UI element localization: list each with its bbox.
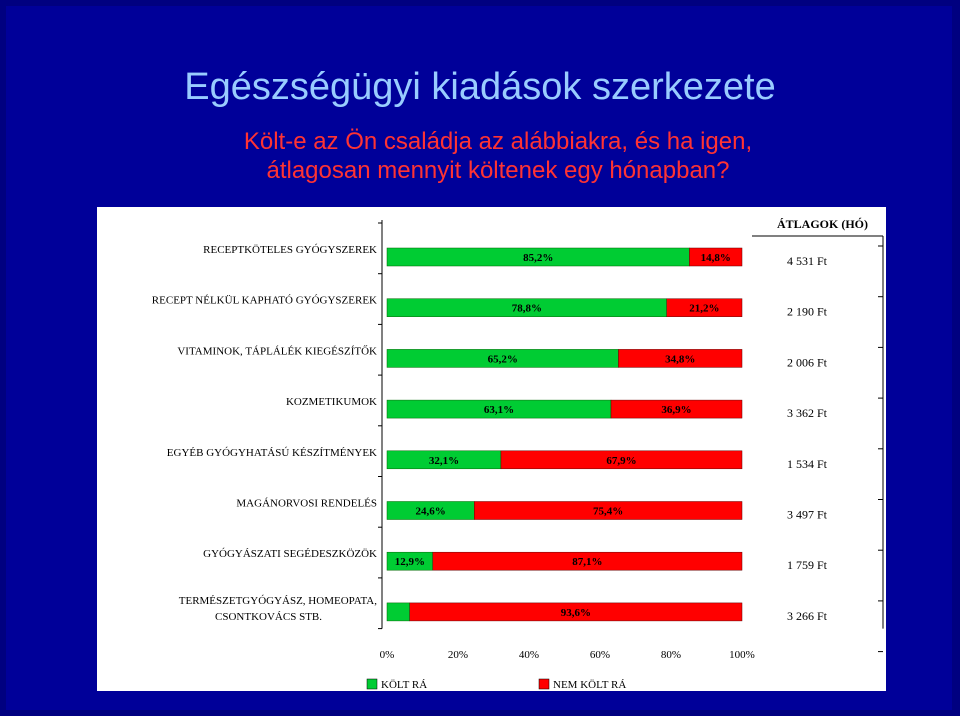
category-label: TERMÉSZETGYÓGYÁSZ, HOMEOPATA, — [178, 594, 377, 607]
bar-label-not-spent: 75,4% — [593, 505, 624, 518]
category-label: GYÓGYÁSZATI SEGÉDESZKÖZÖK — [203, 548, 377, 561]
bar-label-not-spent: 93,6% — [560, 606, 591, 619]
bar-label-not-spent: 67,9% — [606, 454, 637, 467]
slide-title: Egészségügyi kiadások szerkezete — [184, 66, 776, 108]
legend-label-spent: KÖLT RÁ — [381, 679, 428, 691]
bar-label-spent: 12,9% — [394, 556, 426, 569]
x-tick-label: 0% — [379, 649, 395, 661]
x-tick-label: 100% — [729, 649, 755, 661]
slide-subtitle — [0, 127, 960, 185]
x-tick-label: 40% — [518, 649, 540, 661]
averages-title: ÁTLAGOK (HÓ) — [776, 217, 869, 231]
subtitle-line-1: Költ-e az Ön családja az alábbiakra, és ha igen, — [243, 128, 753, 155]
category-label: RECEPT NÉLKÜL KAPHATÓ GYÓGYSZEREK — [151, 294, 377, 307]
bar-label-spent: 32,1% — [428, 454, 460, 467]
chart-panel — [97, 207, 886, 691]
stacked-bar-chart — [97, 207, 886, 691]
average-value: 4 531 Ft — [787, 254, 828, 268]
average-value: 2 006 Ft — [787, 355, 828, 370]
bar-label-spent: 24,6% — [415, 505, 446, 518]
x-tick-label: 60% — [589, 649, 611, 661]
bar-spent — [387, 603, 410, 621]
average-value: 1 759 Ft — [787, 558, 828, 573]
average-value: 1 534 Ft — [787, 456, 828, 471]
category-label: MAGÁNORVOSI RENDELÉS — [236, 497, 377, 510]
bar-label-not-spent: 21,2% — [689, 302, 720, 315]
x-tick-label: 20% — [447, 649, 469, 661]
legend-swatch-not-spent — [539, 679, 549, 689]
average-value: 2 190 Ft — [787, 304, 828, 319]
category-label: VITAMINOK, TÁPLÁLÉK KIEGÉSZÍTŐK — [177, 345, 377, 358]
category-label: CSONTKOVÁCS STB. — [215, 610, 322, 623]
category-label: RECEPTKÖTELES GYÓGYSZEREK — [203, 244, 377, 256]
category-label: EGYÉB GYÓGYHATÁSÚ KÉSZÍTMÉNYEK — [166, 446, 377, 459]
legend-label-not-spent: NEM KÖLT RÁ — [553, 679, 627, 691]
category-label: KOZMETIKUMOK — [285, 396, 377, 409]
bar-label-spent: 78,8% — [511, 302, 542, 315]
bar-label-spent: 63,1% — [483, 404, 515, 417]
average-value: 3 362 Ft — [787, 406, 828, 421]
average-value: 3 497 Ft — [787, 507, 828, 522]
average-value: 3 266 Ft — [787, 608, 828, 623]
bar-label-not-spent: 36,9% — [661, 404, 692, 417]
bar-label-not-spent: 87,1% — [572, 556, 603, 569]
bar-label-spent: 65,2% — [487, 353, 518, 366]
bar-label-not-spent: 34,8% — [665, 353, 696, 366]
bar-label-not-spent: 14,8% — [700, 252, 731, 264]
legend-swatch-spent — [367, 679, 377, 689]
subtitle-line-2: átlagosan mennyit költenek egy hónapban? — [266, 157, 730, 184]
bar-label-spent: 85,2% — [523, 252, 554, 264]
x-tick-label: 80% — [660, 649, 682, 661]
